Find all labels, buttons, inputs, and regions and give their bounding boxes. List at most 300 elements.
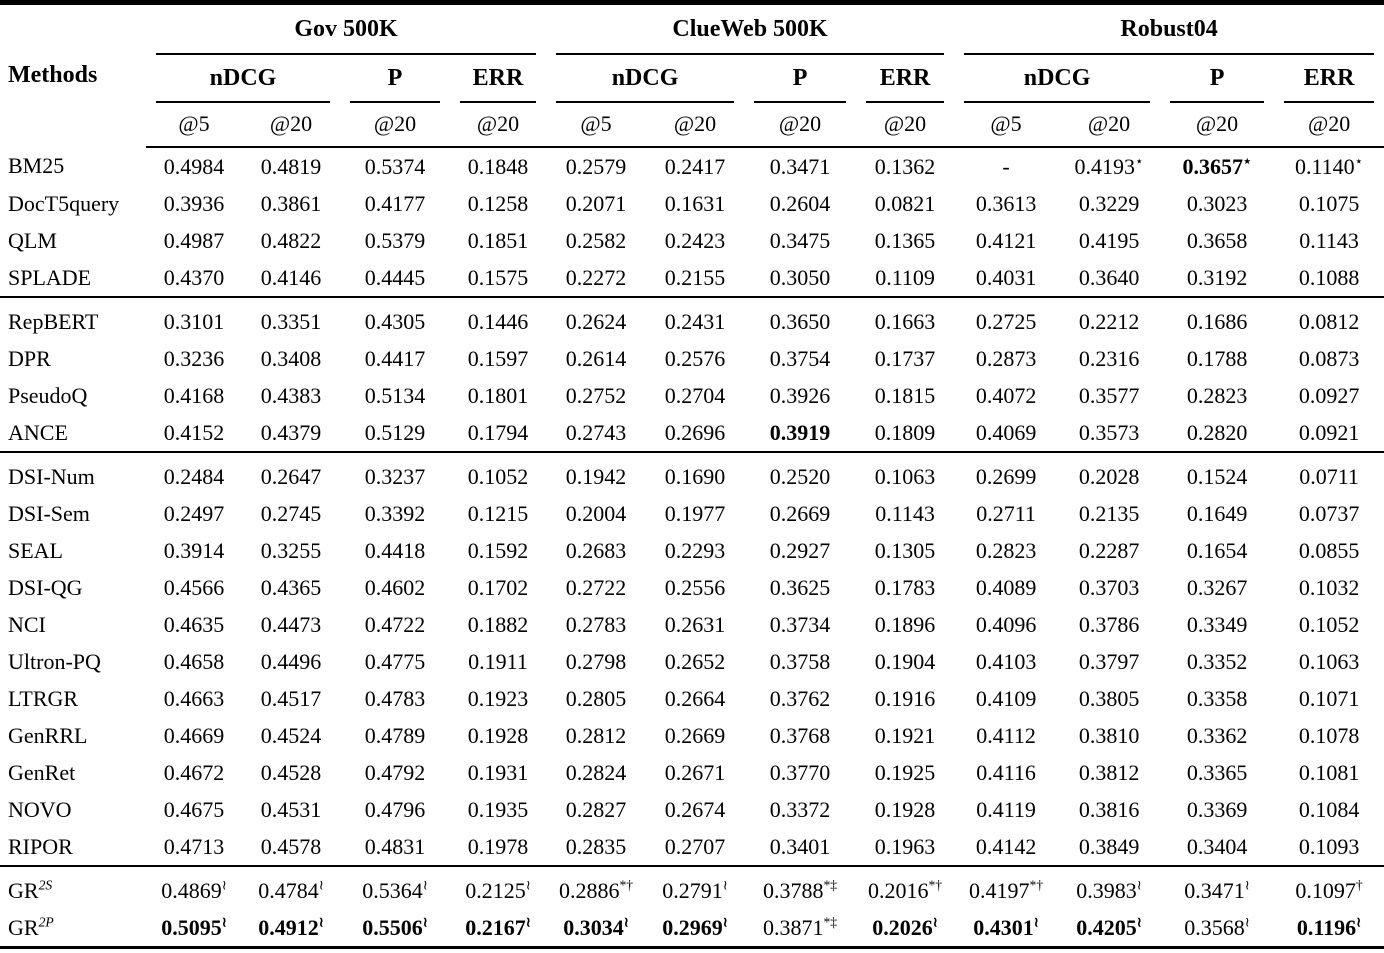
metric-value: 0.1916	[874, 685, 936, 711]
metric-value: 0.4722	[364, 611, 426, 637]
metric-value: 0.1686	[1186, 308, 1248, 334]
metric-value: 0.3816	[1078, 796, 1140, 822]
significance-marker: ≀	[525, 914, 531, 930]
metric-value: 0.1446	[467, 308, 529, 334]
method-label	[0, 606, 146, 643]
metric-cell	[954, 828, 1058, 866]
metric-cell	[1058, 791, 1160, 828]
metric-value: 0.2664	[664, 685, 726, 711]
metric-value: 0.4417	[364, 345, 426, 371]
significance-marker: *†	[928, 877, 943, 893]
metric-cell	[146, 495, 242, 532]
metric-cell	[546, 377, 646, 414]
metric-cell	[1274, 866, 1384, 909]
significance-marker: *†	[1029, 877, 1044, 893]
method-name: Ultron-PQ	[8, 648, 101, 674]
metric-value: 0.3237	[364, 463, 426, 489]
metric-value: 0.1063	[874, 463, 936, 489]
table-row	[0, 828, 1384, 866]
metric-cell	[646, 495, 744, 532]
metric-cell	[1058, 185, 1160, 222]
metric-value: 0.3936	[163, 190, 225, 216]
metric-cell	[1058, 569, 1160, 606]
metric-value: 0.4168	[163, 382, 225, 408]
metric-value: 0.3758	[769, 648, 831, 674]
metric-value: 0.3786	[1078, 611, 1140, 637]
method-name: DPR	[8, 345, 51, 371]
metric-value: 0.4112	[976, 722, 1036, 748]
metric-cell	[646, 606, 744, 643]
table-row	[0, 532, 1384, 569]
metric-cell	[1274, 377, 1384, 414]
metric-value: 0.3351	[260, 308, 322, 334]
metric-cell	[340, 297, 450, 340]
metric-value: 0.2579	[565, 153, 627, 179]
metric-cell	[856, 222, 954, 259]
metric-value: 0.1737	[874, 345, 936, 371]
metric-cell	[340, 222, 450, 259]
metric-cell	[242, 340, 340, 377]
metric-cell	[1058, 680, 1160, 717]
metric-value: 0.5379	[364, 227, 426, 253]
metric-value: 0.1524	[1186, 463, 1248, 489]
metric-value: 0.2212	[1078, 308, 1140, 334]
metric-cell	[242, 680, 340, 717]
metric-value: 0.3101	[163, 308, 225, 334]
metric-value: 0.1925	[874, 759, 936, 785]
metric-value: 0.1788	[1186, 345, 1248, 371]
metric-cell	[1058, 754, 1160, 791]
metric-value: 0.2886	[558, 877, 620, 903]
metric-header-err: ERR	[450, 55, 546, 103]
method-label	[0, 222, 146, 259]
metric-value: 0.1196	[1296, 914, 1357, 940]
metric-cell	[954, 680, 1058, 717]
method-name: QLM	[8, 227, 57, 253]
metric-cell	[1058, 909, 1160, 948]
methods-header: Methods	[8, 62, 98, 89]
metric-value: 0.4089	[975, 574, 1037, 600]
metric-cell	[1274, 754, 1384, 791]
metric-value: 0.4305	[364, 308, 426, 334]
metric-value: 0.1904	[874, 648, 936, 674]
method-name: ANCE	[8, 419, 68, 445]
method-name: GR	[8, 914, 39, 940]
metric-value: 0.1663	[874, 308, 936, 334]
metric-value: 0.1631	[664, 190, 726, 216]
metric-cell	[546, 414, 646, 452]
metric-cell	[340, 147, 450, 185]
table-row	[0, 452, 1384, 495]
method-name: NOVO	[8, 796, 72, 822]
metric-value: 0.3267	[1186, 574, 1248, 600]
metric-value: 0.1783	[874, 574, 936, 600]
metric-value: 0.1365	[874, 227, 936, 253]
significance-marker: ≀	[1136, 914, 1142, 930]
metric-cell	[1160, 532, 1274, 569]
significance-marker: ≀	[221, 914, 227, 930]
table-row	[0, 495, 1384, 532]
metric-cell	[450, 643, 546, 680]
metric-cell	[646, 643, 744, 680]
metric-cell	[646, 259, 744, 297]
cutoff-header: @20	[744, 103, 856, 147]
metric-value: 0.2873	[975, 345, 1037, 371]
metric-value: 0.1931	[467, 759, 529, 785]
metric-value: 0.2652	[664, 648, 726, 674]
metric-cell	[146, 452, 242, 495]
metric-cell	[450, 791, 546, 828]
metric-cell	[242, 185, 340, 222]
table-row	[0, 297, 1384, 340]
significance-marker: *‡	[823, 914, 838, 930]
metric-cell	[856, 680, 954, 717]
metric-cell	[856, 297, 954, 340]
metric-cell	[856, 569, 954, 606]
metric-value: 0.1143	[875, 500, 935, 526]
metric-cell	[450, 680, 546, 717]
metric-cell	[146, 866, 242, 909]
metric-value: 0.3805	[1078, 685, 1140, 711]
metric-cell	[146, 340, 242, 377]
metric-cell	[1160, 754, 1274, 791]
metric-cell	[954, 222, 1058, 259]
table-row	[0, 259, 1384, 297]
metric-cell	[1274, 185, 1384, 222]
metric-value: 0.3401	[769, 833, 831, 859]
method-label	[0, 643, 146, 680]
metric-value: 0.4566	[163, 574, 225, 600]
metric-value: 0.4069	[975, 419, 1037, 445]
metric-cell	[242, 222, 340, 259]
metric-value: 0.1963	[874, 833, 936, 859]
dataset-header-row	[0, 3, 1384, 55]
metric-value: 0.2647	[260, 463, 322, 489]
metric-value: 0.3650	[769, 308, 831, 334]
metric-cell	[1058, 866, 1160, 909]
metric-value: 0.3577	[1078, 382, 1140, 408]
metric-cell	[1274, 717, 1384, 754]
metric-value: 0.5134	[364, 382, 426, 408]
metric-cell	[146, 717, 242, 754]
metric-value: -	[1002, 153, 1010, 179]
metric-cell	[954, 754, 1058, 791]
metric-cell	[146, 297, 242, 340]
metric-cell	[646, 569, 744, 606]
metric-value: 0.4869	[161, 877, 222, 903]
significance-marker: ≀	[318, 914, 324, 930]
metric-cell	[146, 680, 242, 717]
metric-cell	[1274, 680, 1384, 717]
metric-cell	[340, 791, 450, 828]
metric-cell	[450, 606, 546, 643]
metric-cell	[954, 909, 1058, 948]
metric-value: 0.2674	[664, 796, 726, 822]
metric-value: 0.4152	[163, 419, 225, 445]
metric-value: 0.4473	[260, 611, 322, 637]
metric-value: 0.1032	[1298, 574, 1360, 600]
significance-marker: ≀	[1244, 914, 1250, 930]
metric-value: 0.2927	[769, 537, 831, 563]
metric-cell	[146, 259, 242, 297]
metric-cell	[954, 414, 1058, 452]
metric-value: 0.5364	[362, 877, 423, 903]
method-name: GenRRL	[8, 722, 88, 748]
metric-value: 0.4197	[969, 877, 1030, 903]
metric-cell	[744, 909, 856, 948]
metric-value: 0.1815	[874, 382, 936, 408]
metric-value: 0.4635	[163, 611, 225, 637]
metric-cell	[450, 297, 546, 340]
metric-cell	[1274, 909, 1384, 948]
method-label	[0, 828, 146, 866]
metric-value: 0.2683	[565, 537, 627, 563]
metric-value: 0.1088	[1298, 264, 1360, 290]
metric-header-err: ERR	[1274, 55, 1384, 103]
metric-cell	[340, 452, 450, 495]
significance-marker: ⋆	[1135, 153, 1144, 169]
metric-value: 0.4658	[163, 648, 225, 674]
metric-value: 0.3229	[1078, 190, 1140, 216]
metric-cell	[856, 259, 954, 297]
significance-marker: ≀	[221, 877, 227, 893]
metric-header-row	[0, 55, 1384, 103]
metric-cell	[1160, 222, 1274, 259]
metric-value: 0.4912	[258, 914, 319, 940]
metric-value: 0.1801	[467, 382, 529, 408]
metric-cell	[546, 909, 646, 948]
metric-value: 0.3919	[769, 419, 831, 445]
metric-cell	[856, 340, 954, 377]
metric-value: 0.1851	[467, 227, 529, 253]
method-name: DSI-Num	[8, 463, 95, 489]
metric-value: 0.3770	[769, 759, 831, 785]
metric-cell	[146, 643, 242, 680]
metric-value: 0.4195	[1078, 227, 1140, 253]
metric-cell	[856, 414, 954, 452]
metric-cell	[450, 222, 546, 259]
metric-value: 0.1081	[1298, 759, 1360, 785]
metric-value: 0.2783	[565, 611, 627, 637]
metric-value: 0.0921	[1298, 419, 1360, 445]
metric-cell	[1160, 791, 1274, 828]
metric-value: 0.2582	[565, 227, 627, 253]
metric-header-ndcg: nDCG	[954, 55, 1160, 103]
table-row	[0, 340, 1384, 377]
metric-value: 0.2576	[664, 345, 726, 371]
metric-value: 0.1923	[467, 685, 529, 711]
metric-value: 0.3914	[163, 537, 225, 563]
metric-cell	[744, 222, 856, 259]
metric-value: 0.2071	[565, 190, 627, 216]
metric-cell	[242, 147, 340, 185]
significance-marker: ≀	[422, 877, 428, 893]
method-label	[0, 297, 146, 340]
metric-cell	[1160, 414, 1274, 452]
metric-cell	[856, 791, 954, 828]
method-name: GenRet	[8, 759, 76, 785]
metric-cell	[450, 452, 546, 495]
metric-cell	[954, 569, 1058, 606]
metric-cell	[1160, 185, 1274, 222]
metric-value: 0.4792	[364, 759, 426, 785]
method-name: DSI-QG	[8, 574, 83, 600]
metric-cell	[1058, 259, 1160, 297]
significance-marker: ≀	[1033, 914, 1039, 930]
metric-value: 0.2135	[1078, 500, 1140, 526]
metric-header-p: P	[744, 55, 856, 103]
metric-cell	[546, 452, 646, 495]
metric-value: 0.3349	[1186, 611, 1248, 637]
metric-header-p: P	[1160, 55, 1274, 103]
metric-cell	[242, 297, 340, 340]
metric-value: 0.2823	[1186, 382, 1248, 408]
metric-cell	[242, 452, 340, 495]
method-label	[0, 259, 146, 297]
metric-cell	[646, 377, 744, 414]
metric-cell	[744, 680, 856, 717]
metric-value: 0.3762	[769, 685, 831, 711]
metric-cell	[856, 532, 954, 569]
metric-cell	[146, 414, 242, 452]
metric-cell	[954, 532, 1058, 569]
metric-cell	[546, 495, 646, 532]
metric-cell	[1160, 495, 1274, 532]
metric-cell	[450, 377, 546, 414]
metric-value: 0.3023	[1186, 190, 1248, 216]
metric-value: 0.3568	[1184, 914, 1245, 940]
metric-cell	[744, 259, 856, 297]
metric-cell	[646, 866, 744, 909]
metric-value: 0.0812	[1298, 308, 1360, 334]
metric-value: 0.4819	[260, 153, 322, 179]
metric-value: 0.2805	[565, 685, 627, 711]
metric-cell	[546, 643, 646, 680]
metric-value: 0.3788	[762, 877, 824, 903]
metric-value: 0.2671	[664, 759, 726, 785]
metric-value: 0.2835	[565, 833, 627, 859]
metric-cell	[450, 259, 546, 297]
metric-cell	[242, 717, 340, 754]
metric-value: 0.4602	[364, 574, 426, 600]
metric-cell	[744, 532, 856, 569]
metric-cell	[646, 828, 744, 866]
metric-value: 0.2497	[163, 500, 225, 526]
metric-value: 0.4121	[975, 227, 1037, 253]
metric-value: 0.1075	[1298, 190, 1360, 216]
metric-value: 0.3471	[1184, 877, 1245, 903]
metric-cell	[856, 717, 954, 754]
metric-cell	[242, 606, 340, 643]
table-row	[0, 754, 1384, 791]
metric-value: 0.1848	[467, 153, 529, 179]
table-row	[0, 185, 1384, 222]
metric-value: 0.1935	[467, 796, 529, 822]
method-name: SEAL	[8, 537, 63, 563]
metric-cell	[546, 297, 646, 340]
metric-cell	[646, 340, 744, 377]
table-row	[0, 791, 1384, 828]
metric-value: 0.4205	[1076, 914, 1137, 940]
metric-cell	[646, 222, 744, 259]
metric-value: 0.1093	[1298, 833, 1360, 859]
metric-cell	[1058, 532, 1160, 569]
metric-value: 0.4031	[975, 264, 1037, 290]
significance-marker: *†	[619, 877, 634, 893]
significance-marker: *‡	[823, 877, 838, 893]
metric-value: 0.1928	[467, 722, 529, 748]
metric-cell	[146, 377, 242, 414]
metric-cell	[646, 680, 744, 717]
metric-value: 0.1258	[467, 190, 529, 216]
metric-cell	[340, 828, 450, 866]
significance-marker: ⋆	[1243, 153, 1252, 169]
metric-value: 0.1078	[1298, 722, 1360, 748]
method-label	[0, 717, 146, 754]
metric-value: 0.0873	[1298, 345, 1360, 371]
metric-value: 0.4109	[975, 685, 1037, 711]
metric-cell	[340, 909, 450, 948]
metric-value: 0.3703	[1078, 574, 1140, 600]
metric-cell	[340, 340, 450, 377]
metric-cell	[450, 866, 546, 909]
table-row	[0, 643, 1384, 680]
metric-cell	[1160, 377, 1274, 414]
metric-cell	[340, 259, 450, 297]
metric-value: 0.4365	[260, 574, 322, 600]
metric-value: 0.4301	[973, 914, 1034, 940]
cutoff-header: @20	[340, 103, 450, 147]
significance-marker: ≀	[1244, 877, 1250, 893]
metric-value: 0.2752	[565, 382, 627, 408]
cutoff-header-row	[0, 103, 1384, 147]
cutoff-header: @20	[646, 103, 744, 147]
significance-marker: ≀	[318, 877, 324, 893]
table-row	[0, 147, 1384, 185]
method-label	[0, 452, 146, 495]
table-row	[0, 569, 1384, 606]
metric-cell	[546, 259, 646, 297]
metric-cell	[1058, 606, 1160, 643]
metric-value: 0.1052	[1298, 611, 1360, 637]
metric-cell	[1160, 452, 1274, 495]
metric-cell	[1274, 828, 1384, 866]
metric-cell	[856, 185, 954, 222]
metric-cell	[1274, 340, 1384, 377]
metric-cell	[954, 866, 1058, 909]
metric-value: 0.4177	[364, 190, 426, 216]
metric-value: 0.3034	[563, 914, 624, 940]
metric-cell	[744, 569, 856, 606]
metric-value: 0.4987	[163, 227, 225, 253]
metric-cell	[744, 495, 856, 532]
dataset-header-clueweb500k: ClueWeb 500K	[546, 3, 954, 55]
cutoff-header: @20	[1160, 103, 1274, 147]
metric-cell	[1160, 340, 1274, 377]
metric-cell	[954, 377, 1058, 414]
metric-value: 0.4193	[1074, 153, 1136, 179]
method-label	[0, 532, 146, 569]
metric-value: 0.3236	[163, 345, 225, 371]
metric-cell	[546, 717, 646, 754]
metric-cell	[1160, 259, 1274, 297]
metric-cell	[340, 606, 450, 643]
method-label	[0, 185, 146, 222]
metric-cell	[954, 717, 1058, 754]
metric-value: 0.1882	[467, 611, 529, 637]
metric-value: 0.4370	[163, 264, 225, 290]
metric-value: 0.0737	[1298, 500, 1360, 526]
